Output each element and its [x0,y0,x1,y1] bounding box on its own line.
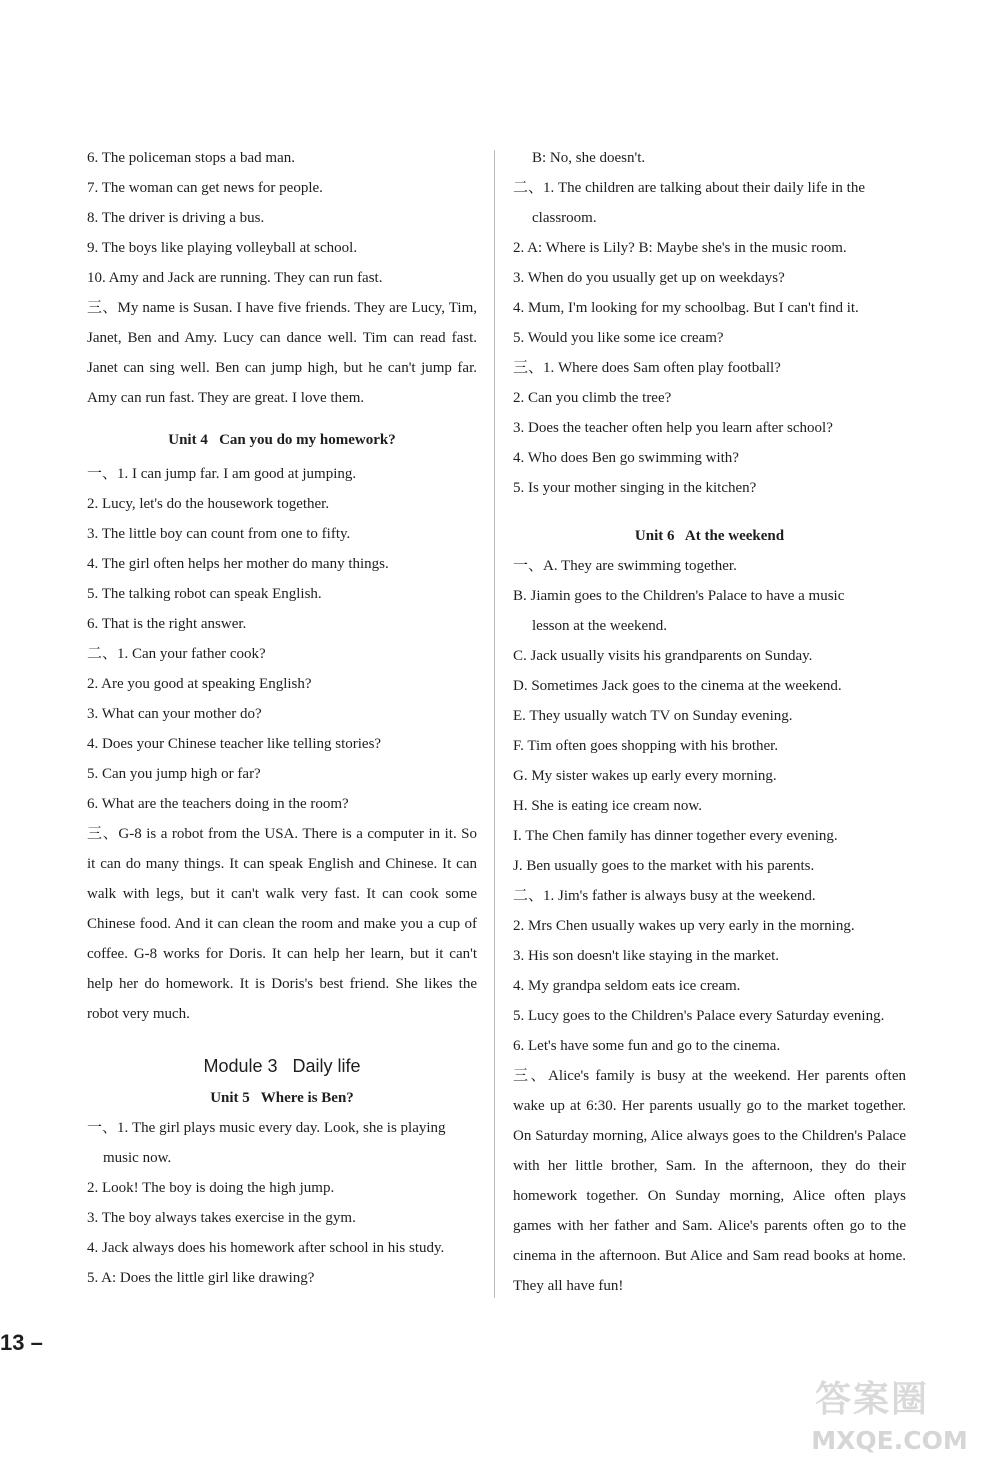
answer-line: 4. My grandpa seldom eats ice cream. [513,978,741,994]
answer-line: 6. Let's have some fun and go to the cinema. [513,1038,781,1054]
unit-5-title: Unit 5 Where is Ben? [210,1090,354,1106]
answer-line: 2. Mrs Chen usually wakes up very early in the morning. [513,918,855,934]
answer-line: 二、1. The children are talking about their daily life in the [513,180,865,196]
watermark [787,1378,992,1463]
answer-line: 3. Does the teacher often help you learn after school? [513,420,833,436]
passage-susan: 三、My name is Susan. I have five friends. They are Lucy, Tim, Janet, Ben and Amy. Lucy can dance well. Tim can read fast. Janet can sing well. Ben can jump high, but he can't jump far. Amy can run fast. They are great. I love them. [87,300,477,406]
right-column [513,143,906,1301]
answer-line: 2. Can you climb the tree? [513,390,672,406]
answer-line: 二、1. Jim's father is always busy at the weekend. [513,888,816,904]
answer-line: 6. What are the teachers doing in the room? [87,796,349,812]
answer-line: 一、1. The girl plays music every day. Look, she is playing [87,1120,446,1136]
answer-line: 2. A: Where is Lily? B: Maybe she's in the music room. [513,240,847,256]
answer-line-continued: music now. [103,1150,172,1166]
answer-line: B: No, she doesn't. [532,150,646,166]
answer-line: 5. Lucy goes to the Children's Palace every Saturday evening. [513,1008,885,1024]
answer-line: 3. What can your mother do? [87,706,262,722]
answer-line: 8. The driver is driving a bus. [87,210,265,226]
answer-line: E. They usually watch TV on Sunday evening. [513,708,793,724]
answer-line: 5. A: Does the little girl like drawing? [87,1270,315,1286]
answer-line: I. The Chen family has dinner together every evening. [513,828,838,844]
answer-line: 9. The boys like playing volleyball at school. [87,240,358,256]
answer-line: C. Jack usually visits his grandparents on Sunday. [513,648,813,664]
answer-line: 5. Is your mother singing in the kitchen? [513,480,757,496]
answer-line: 10. Amy and Jack are running. They can run fast. [87,270,383,286]
answer-line-continued: classroom. [532,210,597,226]
answer-line: 一、A. They are swimming together. [513,558,737,574]
answer-line: 5. Can you jump high or far? [87,766,261,782]
answer-line: J. Ben usually goes to the market with his parents. [513,858,815,874]
column-divider [494,150,495,1298]
answer-line: 4. Who does Ben go swimming with? [513,450,739,466]
answer-line: 5. Would you like some ice cream? [513,330,724,346]
passage-robot: 三、G-8 is a robot from the USA. There is a computer in it. So it can do many things. It can speak English and Chinese. It can walk with legs, but it can't walk very fast. It can cook some Chinese food. And it can clean the room and make you a cup of coffee. G-8 works for Doris. It can help her learn, but it can't help her do homework. It is Doris's best friend. She likes the robot very much. [87,826,477,1022]
answer-line: 3. When do you usually get up on weekdays? [513,270,785,286]
watermark-title: 答案圈 [815,1379,930,1420]
answer-line: 7. The woman can get news for people. [87,180,323,196]
unit-6-title: Unit 6 At the weekend [634,528,785,544]
answer-line: 6. That is the right answer. [87,616,247,632]
watermark-url: MXQE.COM [811,1426,968,1455]
answer-line: G. My sister wakes up early every morning. [513,768,777,784]
answer-line: 4. Mum, I'm looking for my schoolbag. But I can't find it. [513,300,859,316]
answer-line: F. Tim often goes shopping with his brother. [513,738,779,754]
answer-line: 2. Are you good at speaking English? [87,676,312,692]
answer-line: 二、1. Can your father cook? [87,646,266,662]
answer-line-continued: lesson at the weekend. [532,618,667,634]
unit-4-title: Unit 4 Can you do my homework? [168,432,396,448]
answer-line: 5. The talking robot can speak English. [87,586,322,602]
answer-line: 一、1. I can jump far. I am good at jumping. [87,466,357,482]
answer-line: 三、1. Where does Sam often play football? [513,360,781,376]
answer-line: B. Jiamin goes to the Children's Palace to have a music [513,588,845,604]
answer-line: H. She is eating ice cream now. [513,798,702,814]
answer-line: D. Sometimes Jack goes to the cinema at the weekend. [513,678,842,694]
page-number: 13 – [0,1330,43,1355]
module-3-title: Module 3 Daily life [203,1056,361,1076]
answer-line: 6. The policeman stops a bad man. [87,150,296,166]
answer-line: 4. Jack always does his homework after school in his study. [87,1240,445,1256]
answer-line: 3. His son doesn't like staying in the market. [513,948,780,964]
answer-line: 3. The boy always takes exercise in the gym. [87,1210,356,1226]
passage-alice: 三、Alice's family is busy at the weekend. Her parents often wake up at 6:30. Her parents usually go to the market together. On Saturday morning, Alice always goes to the Children's Palace with her little brother, Sam. In the afternoon, they do their homework together. On Sunday morning, Alice often plays games with her father and Sam. Alice's parents often go to the cinema in the afternoon. But Alice and Sam read books at home. They all have fun! [513,1068,906,1294]
left-column [87,143,477,1293]
answer-line: 2. Lucy, let's do the housework together. [87,496,330,512]
answer-line: 3. The little boy can count from one to fifty. [87,526,351,542]
answer-line: 2. Look! The boy is doing the high jump. [87,1180,335,1196]
answer-line: 4. The girl often helps her mother do many things. [87,556,389,572]
answer-line: 4. Does your Chinese teacher like telling stories? [87,736,382,752]
